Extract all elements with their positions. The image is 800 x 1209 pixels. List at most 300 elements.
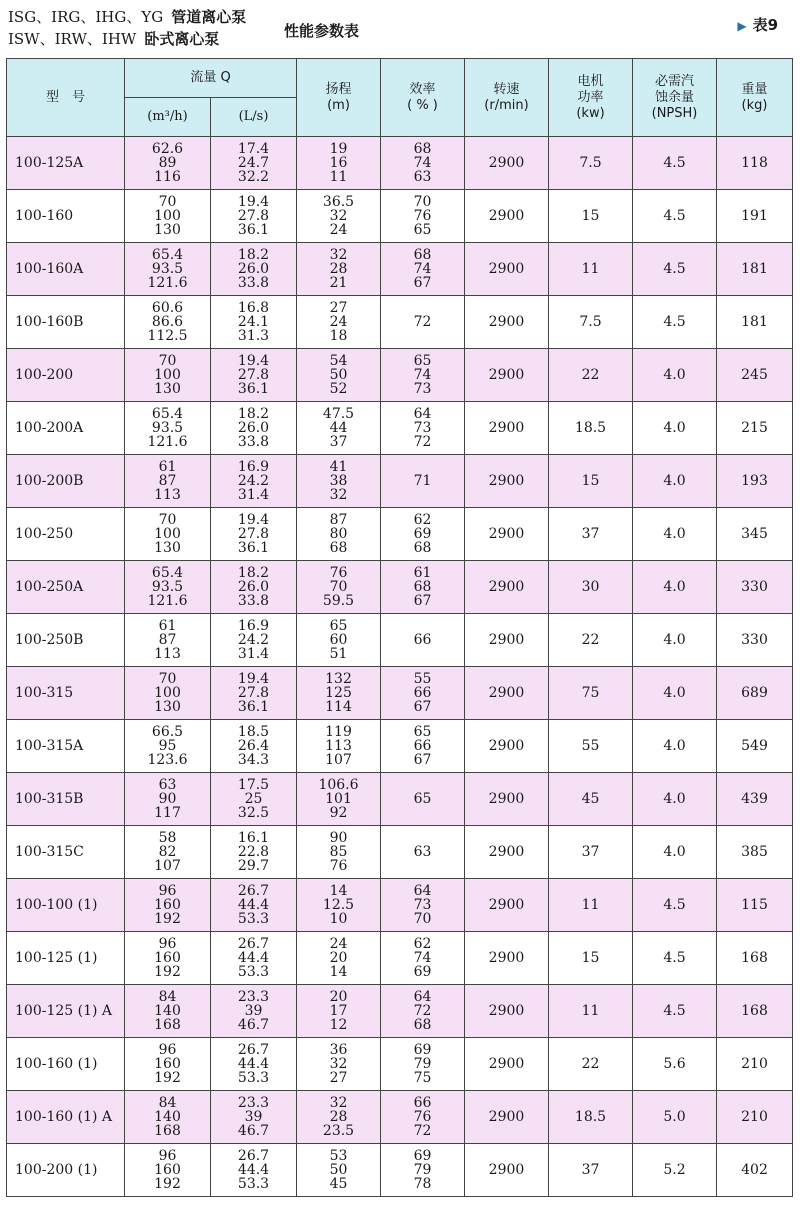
cell-model: 100-315 [7, 667, 125, 720]
cell-power: 55 [549, 720, 633, 773]
cell-eff-value: 76 [413, 1109, 432, 1125]
col-flow-m3h: (m³/h) [125, 98, 211, 137]
header-models-2: ISW、IRW、IHW [8, 30, 137, 48]
cell-head-value: 60 [329, 632, 348, 648]
cell-flow-m3h [125, 349, 211, 402]
table-row [7, 826, 793, 879]
cell-flow-ls-value: 22.8 [237, 844, 270, 860]
cell-head-value: 80 [329, 526, 348, 542]
cell-npsh: 4.0 [633, 455, 717, 508]
table-row [7, 985, 793, 1038]
cell-power: 37 [549, 1144, 633, 1197]
cell-flow-ls-value: 36.1 [237, 540, 270, 556]
cell-npsh: 4.0 [633, 826, 717, 879]
cell-flow-m3h-value: 160 [154, 950, 181, 966]
cell-eff-value: 55 [413, 671, 432, 687]
cell-head [297, 614, 381, 667]
cell-head-value: 14 [329, 883, 348, 899]
cell-flow-ls-value: 23.3 [237, 1095, 270, 1111]
cell-weight: 210 [717, 1038, 793, 1091]
cell-flow-m3h-value: 87 [158, 632, 177, 648]
cell-head [297, 826, 381, 879]
cell-flow-ls [211, 296, 297, 349]
cell-weight: 345 [717, 508, 793, 561]
cell-flow-m3h [125, 1091, 211, 1144]
cell-head-value: 27 [329, 300, 348, 316]
cell-speed: 2900 [465, 508, 549, 561]
cell-flow-m3h [125, 190, 211, 243]
cell-flow-m3h-value: 86.6 [151, 314, 184, 330]
cell-eff-value: 72 [413, 1003, 432, 1019]
cell-flow-m3h [125, 614, 211, 667]
cell-head-value: 14 [329, 964, 348, 980]
cell-flow-m3h-value: 100 [154, 208, 181, 224]
table-row [7, 667, 793, 720]
cell-flow-m3h-value: 130 [154, 699, 181, 715]
cell-flow-m3h [125, 667, 211, 720]
cell-eff-value: 75 [413, 1070, 432, 1086]
cell-model: 100-125 (1) A [7, 985, 125, 1038]
cell-flow-ls-value: 26.0 [237, 261, 270, 277]
col-eff-label: 效率 [409, 81, 436, 97]
cell-flow-m3h [125, 1038, 211, 1091]
table-row [7, 773, 793, 826]
cell-head-value: 54 [329, 353, 348, 369]
cell-flow-ls-value: 33.8 [237, 434, 270, 450]
table-row [7, 720, 793, 773]
cell-speed: 2900 [465, 137, 549, 190]
cell-eff-value: 69 [413, 1148, 432, 1164]
cell-flow-ls-value: 46.7 [237, 1123, 270, 1139]
cell-flow-ls [211, 932, 297, 985]
cell-flow-ls-value: 19.4 [237, 671, 270, 687]
cell-weight: 330 [717, 614, 793, 667]
cell-head-value: 47.5 [322, 406, 355, 422]
cell-model: 100-125 (1) [7, 932, 125, 985]
cell-eff [381, 720, 465, 773]
cell-eff [381, 826, 465, 879]
header-models-1: ISG、IRG、IHG、YG [8, 8, 164, 26]
col-eff-unit: ( % ) [407, 97, 438, 113]
cell-npsh: 5.2 [633, 1144, 717, 1197]
cell-flow-m3h-value: 82 [158, 844, 177, 860]
cell-weight: 210 [717, 1091, 793, 1144]
header-row-1 [7, 59, 793, 98]
cell-model: 100-160 (1) A [7, 1091, 125, 1144]
cell-npsh: 5.0 [633, 1091, 717, 1144]
cell-eff-value: 74 [413, 261, 432, 277]
cell-flow-m3h-value: 121.6 [147, 275, 188, 291]
cell-power: 11 [549, 985, 633, 1038]
cell-flow-ls-value: 24.7 [237, 155, 270, 171]
cell-flow-m3h-value: 140 [154, 1109, 181, 1125]
cell-eff-value: 72 [413, 1123, 432, 1139]
cell-flow-ls [211, 1144, 297, 1197]
cell-flow-m3h [125, 879, 211, 932]
cell-flow-m3h-value: 121.6 [147, 434, 188, 450]
table-row [7, 508, 793, 561]
table-row [7, 190, 793, 243]
cell-flow-m3h-value: 96 [158, 883, 177, 899]
cell-flow-ls-value: 53.3 [237, 1070, 270, 1086]
cell-flow-ls-value: 29.7 [237, 858, 270, 874]
cell-head [297, 985, 381, 1038]
cell-flow-m3h-value: 70 [158, 512, 177, 528]
cell-head [297, 296, 381, 349]
cell-head [297, 561, 381, 614]
cell-flow-m3h [125, 508, 211, 561]
cell-flow-ls-value: 26.7 [237, 936, 270, 952]
cell-head-value: 20 [329, 989, 348, 1005]
cell-weight: 168 [717, 932, 793, 985]
cell-eff-value: 64 [413, 406, 432, 422]
cell-eff-value: 68 [413, 540, 432, 556]
cell-flow-m3h-value: 70 [158, 194, 177, 210]
cell-weight: 168 [717, 985, 793, 1038]
cell-power: 75 [549, 667, 633, 720]
cell-head-value: 65 [329, 618, 348, 634]
cell-weight: 439 [717, 773, 793, 826]
cell-head [297, 1038, 381, 1091]
col-npsh-label: 必需汽 [654, 73, 694, 89]
cell-flow-ls [211, 720, 297, 773]
cell-weight: 402 [717, 1144, 793, 1197]
cell-flow-m3h-value: 112.5 [147, 328, 188, 344]
col-weight-unit: (kg) [741, 97, 768, 113]
cell-eff-value: 70 [413, 194, 432, 210]
cell-flow-ls-value: 32.5 [237, 805, 270, 821]
cell-head-value: 19 [329, 141, 348, 157]
cell-weight: 181 [717, 296, 793, 349]
cell-flow-m3h [125, 1144, 211, 1197]
cell-head-value: 37 [329, 434, 348, 450]
cell-flow-ls-value: 24.2 [237, 473, 270, 489]
cell-head-value: 87 [329, 512, 348, 528]
cell-flow-ls [211, 773, 297, 826]
cell-head-value: 27 [329, 1070, 348, 1086]
cell-flow-ls [211, 561, 297, 614]
cell-eff-value: 65 [413, 724, 432, 740]
cell-eff-value: 67 [413, 699, 432, 715]
cell-head-value: 51 [329, 646, 348, 662]
cell-flow-m3h [125, 561, 211, 614]
cell-npsh: 4.5 [633, 985, 717, 1038]
cell-head [297, 137, 381, 190]
cell-flow-m3h-value: 160 [154, 1162, 181, 1178]
cell-head-value: 24 [329, 222, 348, 238]
cell-flow-m3h-value: 123.6 [147, 752, 188, 768]
cell-eff-value: 64 [413, 989, 432, 1005]
cell-head-value: 32 [329, 1095, 348, 1111]
col-speed-label: 转速 [493, 81, 520, 97]
cell-model: 100-315C [7, 826, 125, 879]
cell-flow-ls-value: 27.8 [237, 685, 270, 701]
col-head [297, 59, 381, 137]
cell-power: 11 [549, 243, 633, 296]
cell-flow-ls-value: 36.1 [237, 222, 270, 238]
cell-speed: 2900 [465, 402, 549, 455]
cell-model: 100-250B [7, 614, 125, 667]
table-row [7, 614, 793, 667]
cell-head-value: 53 [329, 1148, 348, 1164]
cell-flow-m3h-value: 93.5 [151, 261, 184, 277]
cell-flow-m3h-value: 96 [158, 1042, 177, 1058]
cell-flow-ls-value: 26.7 [237, 883, 270, 899]
cell-speed: 2900 [465, 1038, 549, 1091]
cell-flow-ls [211, 455, 297, 508]
col-npsh-unit: (NPSH) [651, 105, 698, 121]
cell-flow-m3h-value: 130 [154, 381, 181, 397]
cell-flow-m3h-value: 60.6 [151, 300, 184, 316]
cell-power: 22 [549, 1038, 633, 1091]
cell-flow-ls [211, 985, 297, 1038]
cell-flow-ls-value: 53.3 [237, 1176, 270, 1192]
cell-head [297, 879, 381, 932]
cell-flow-ls [211, 826, 297, 879]
cell-head-value: 36 [329, 1042, 348, 1058]
cell-eff-value: 73 [413, 381, 432, 397]
cell-eff-value: 72 [413, 434, 432, 450]
cell-eff-value: 66 [413, 632, 432, 648]
cell-speed: 2900 [465, 455, 549, 508]
cell-flow-m3h-value: 61 [158, 459, 177, 475]
cell-flow-m3h [125, 985, 211, 1038]
cell-flow-ls-value: 19.4 [237, 512, 270, 528]
cell-eff [381, 985, 465, 1038]
cell-head-value: 101 [325, 791, 352, 807]
cell-npsh: 5.6 [633, 1038, 717, 1091]
col-head-unit: (m) [327, 97, 350, 113]
cell-flow-ls [211, 402, 297, 455]
cell-model: 100-200 [7, 349, 125, 402]
col-eff [381, 59, 465, 137]
cell-eff-value: 73 [413, 897, 432, 913]
header-line-2 [8, 28, 246, 50]
cell-head [297, 508, 381, 561]
table-row [7, 1091, 793, 1144]
cell-flow-ls [211, 137, 297, 190]
cell-npsh: 4.0 [633, 720, 717, 773]
triangle-right-icon: ▶ [737, 19, 747, 33]
cell-eff-value: 69 [413, 526, 432, 542]
cell-head-value: 90 [329, 830, 348, 846]
cell-flow-ls-value: 18.5 [237, 724, 270, 740]
cell-power: 45 [549, 773, 633, 826]
cell-speed: 2900 [465, 349, 549, 402]
header-type-1: 管道离心泵 [171, 8, 247, 26]
cell-head [297, 455, 381, 508]
col-npsh [633, 59, 717, 137]
cell-flow-ls-value: 24.1 [237, 314, 270, 330]
cell-eff-value: 66 [413, 1095, 432, 1111]
cell-eff [381, 508, 465, 561]
cell-flow-ls-value: 26.7 [237, 1148, 270, 1164]
cell-flow-m3h-value: 65.4 [151, 565, 184, 581]
cell-head-value: 52 [329, 381, 348, 397]
table-row [7, 1038, 793, 1091]
cell-head-value: 24 [329, 936, 348, 952]
cell-weight: 215 [717, 402, 793, 455]
cell-eff-value: 67 [413, 752, 432, 768]
cell-speed: 2900 [465, 932, 549, 985]
cell-power: 22 [549, 349, 633, 402]
cell-flow-ls-value: 26.0 [237, 420, 270, 436]
cell-head-value: 16 [329, 155, 348, 171]
cell-speed: 2900 [465, 561, 549, 614]
cell-flow-ls-value: 17.5 [237, 777, 270, 793]
cell-eff [381, 296, 465, 349]
cell-eff [381, 1144, 465, 1197]
cell-flow-m3h-value: 100 [154, 685, 181, 701]
cell-flow-m3h [125, 243, 211, 296]
cell-head-value: 18 [329, 328, 348, 344]
cell-power: 7.5 [549, 296, 633, 349]
cell-flow-ls-value: 16.8 [237, 300, 270, 316]
cell-flow-m3h-value: 66.5 [151, 724, 184, 740]
cell-eff-value: 64 [413, 883, 432, 899]
cell-weight: 330 [717, 561, 793, 614]
cell-head-value: 17 [329, 1003, 348, 1019]
cell-eff [381, 879, 465, 932]
cell-eff [381, 932, 465, 985]
cell-flow-ls-value: 18.2 [237, 247, 270, 263]
cell-power: 7.5 [549, 137, 633, 190]
cell-head-value: 44 [329, 420, 348, 436]
cell-flow-ls [211, 1038, 297, 1091]
cell-flow-m3h-value: 100 [154, 367, 181, 383]
cell-head-value: 50 [329, 367, 348, 383]
table-row [7, 561, 793, 614]
cell-flow-m3h-value: 192 [154, 964, 181, 980]
cell-flow-m3h-value: 107 [154, 858, 181, 874]
cell-head-value: 45 [329, 1176, 348, 1192]
table-row [7, 1144, 793, 1197]
cell-power: 18.5 [549, 402, 633, 455]
cell-flow-ls-value: 39 [244, 1109, 263, 1125]
cell-flow-ls-value: 32.2 [237, 169, 270, 185]
cell-power: 15 [549, 932, 633, 985]
cell-flow-m3h-value: 160 [154, 1056, 181, 1072]
cell-flow-m3h-value: 140 [154, 1003, 181, 1019]
header-models [8, 6, 246, 50]
cell-head-value: 10 [329, 911, 348, 927]
cell-eff [381, 773, 465, 826]
cell-model: 100-315B [7, 773, 125, 826]
cell-head-value: 132 [325, 671, 352, 687]
cell-eff [381, 243, 465, 296]
cell-eff-value: 72 [413, 314, 432, 330]
cell-npsh: 4.0 [633, 773, 717, 826]
cell-head-value: 21 [329, 275, 348, 291]
cell-weight: 385 [717, 826, 793, 879]
cell-speed: 2900 [465, 190, 549, 243]
table-row [7, 402, 793, 455]
cell-flow-ls-value: 44.4 [237, 1056, 270, 1072]
cell-flow-m3h [125, 826, 211, 879]
cell-head-value: 68 [329, 540, 348, 556]
cell-flow-m3h-value: 117 [154, 805, 181, 821]
cell-npsh: 4.0 [633, 349, 717, 402]
cell-head-value: 113 [325, 738, 352, 754]
cell-flow-m3h [125, 402, 211, 455]
table-row [7, 932, 793, 985]
cell-head [297, 773, 381, 826]
cell-eff [381, 1038, 465, 1091]
cell-flow-ls-value: 19.4 [237, 194, 270, 210]
cell-eff-value: 76 [413, 208, 432, 224]
cell-head-value: 125 [325, 685, 352, 701]
cell-flow-m3h [125, 773, 211, 826]
cell-eff [381, 349, 465, 402]
cell-flow-ls-value: 26.7 [237, 1042, 270, 1058]
col-power-unit: (kw) [576, 105, 605, 121]
cell-model: 100-125A [7, 137, 125, 190]
cell-npsh: 4.5 [633, 932, 717, 985]
cell-model: 100-160B [7, 296, 125, 349]
cell-power: 22 [549, 614, 633, 667]
cell-flow-ls-value: 44.4 [237, 897, 270, 913]
table-number [737, 14, 778, 35]
cell-flow-m3h-value: 87 [158, 473, 177, 489]
cell-eff-value: 65 [413, 353, 432, 369]
cell-head-value: 20 [329, 950, 348, 966]
table-row [7, 137, 793, 190]
cell-flow-ls [211, 614, 297, 667]
cell-flow-m3h-value: 93.5 [151, 420, 184, 436]
cell-weight: 245 [717, 349, 793, 402]
cell-flow-ls-value: 16.9 [237, 459, 270, 475]
cell-eff [381, 190, 465, 243]
cell-eff-value: 68 [413, 1017, 432, 1033]
cell-flow-m3h-value: 168 [154, 1017, 181, 1033]
cell-flow-m3h-value: 192 [154, 911, 181, 927]
cell-eff-value: 70 [413, 911, 432, 927]
cell-flow-m3h-value: 113 [154, 487, 181, 503]
cell-head [297, 1091, 381, 1144]
header-line-1 [8, 6, 246, 28]
cell-flow-m3h-value: 89 [158, 155, 177, 171]
cell-head-value: 59.5 [322, 593, 355, 609]
cell-eff-value: 74 [413, 367, 432, 383]
cell-npsh: 4.0 [633, 402, 717, 455]
cell-npsh: 4.0 [633, 561, 717, 614]
cell-power: 15 [549, 190, 633, 243]
cell-flow-m3h-value: 130 [154, 222, 181, 238]
performance-table [6, 58, 793, 1197]
cell-speed: 2900 [465, 773, 549, 826]
col-flow: 流量 Q [125, 59, 297, 98]
cell-flow-m3h-value: 96 [158, 1148, 177, 1164]
cell-npsh: 4.0 [633, 667, 717, 720]
cell-flow-m3h-value: 65.4 [151, 247, 184, 263]
cell-flow-ls-value: 18.2 [237, 565, 270, 581]
cell-eff-value: 79 [413, 1162, 432, 1178]
table-row [7, 879, 793, 932]
col-speed [465, 59, 549, 137]
cell-flow-ls-value: 27.8 [237, 208, 270, 224]
table-number-label: 表9 [752, 16, 778, 34]
cell-flow-ls-value: 27.8 [237, 367, 270, 383]
cell-flow-ls [211, 349, 297, 402]
cell-eff [381, 614, 465, 667]
cell-eff [381, 561, 465, 614]
cell-head-value: 23.5 [322, 1123, 355, 1139]
cell-head-value: 32 [329, 247, 348, 263]
cell-eff-value: 68 [413, 579, 432, 595]
col-head-label: 扬程 [325, 81, 352, 97]
cell-flow-m3h [125, 932, 211, 985]
cell-npsh: 4.5 [633, 137, 717, 190]
